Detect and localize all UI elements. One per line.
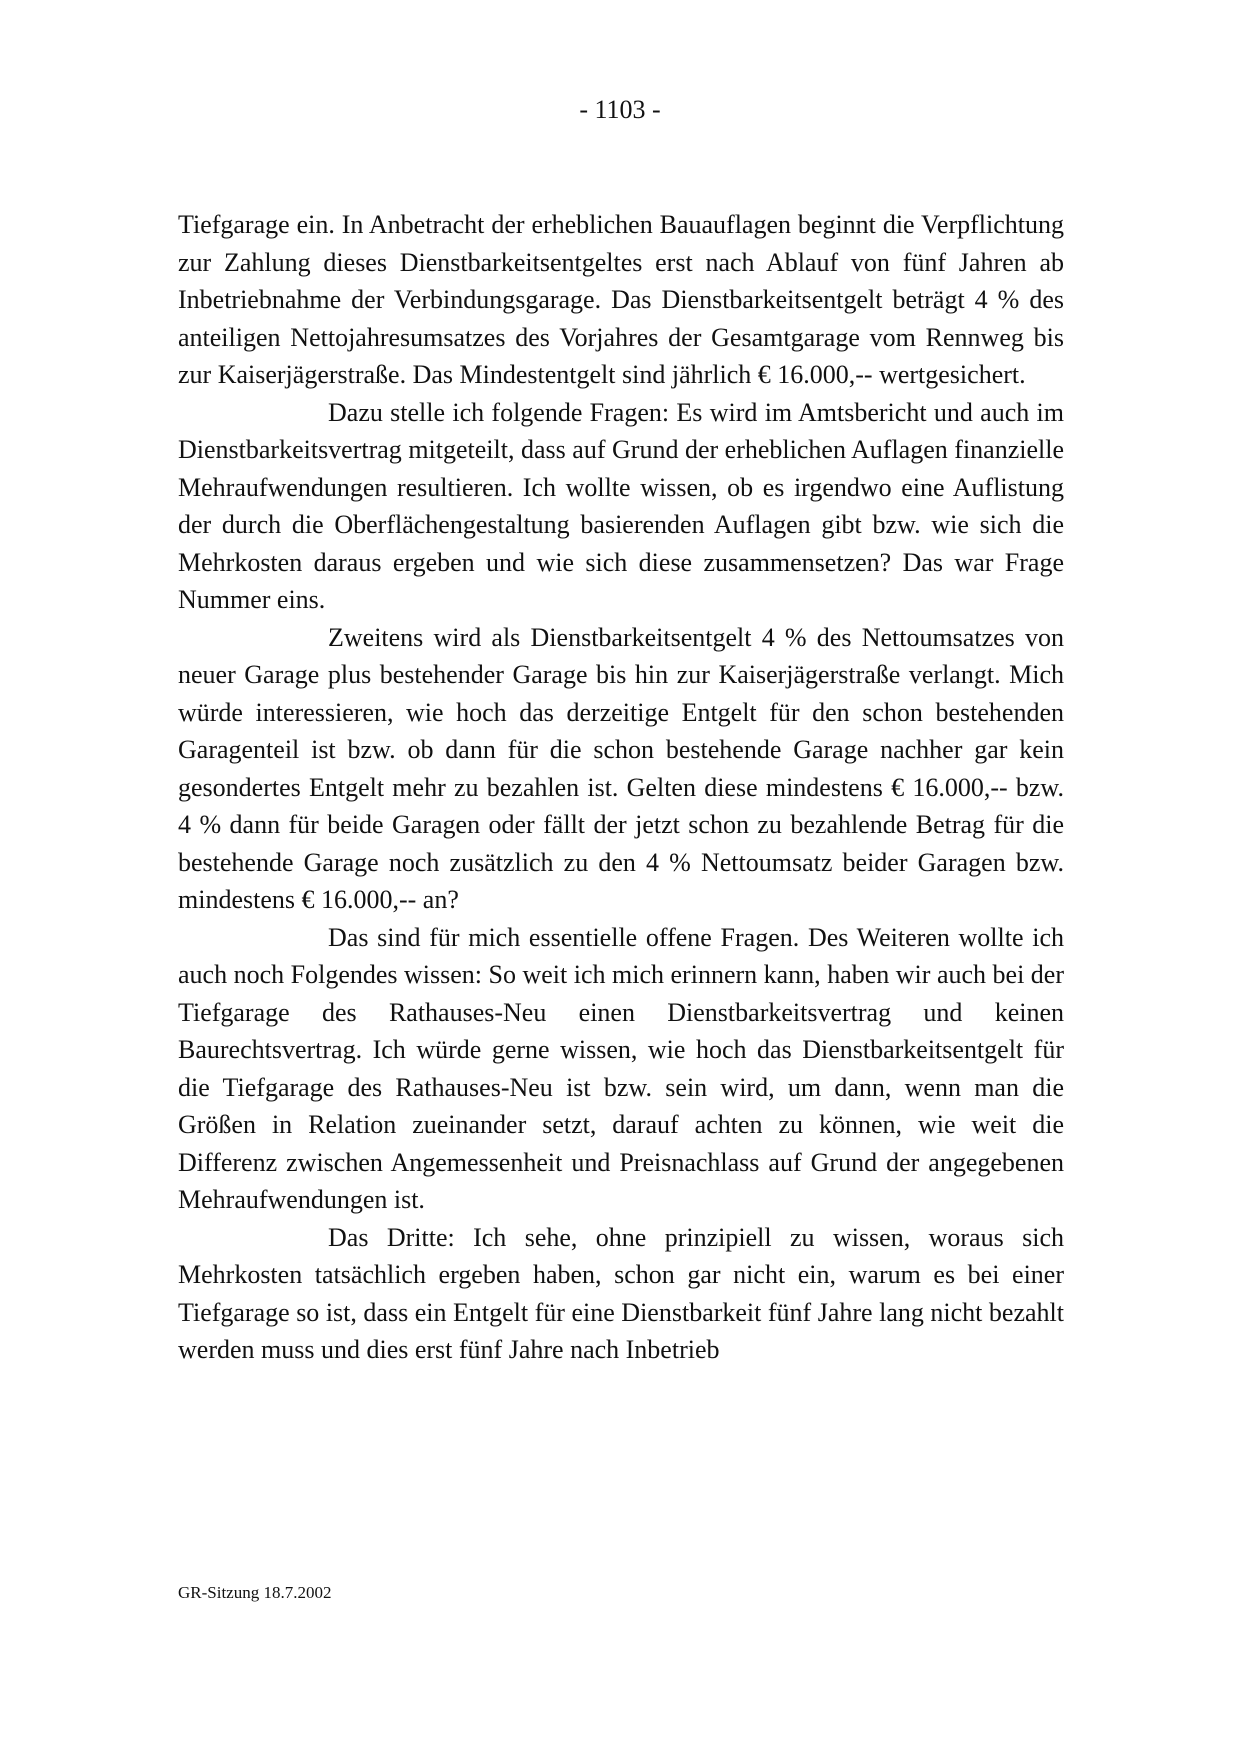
document-body xyxy=(178,206,1064,1369)
page-footer: GR-Sitzung 18.7.2002 xyxy=(178,1583,332,1602)
paragraph-2: Dazu stelle ich folgende Fragen: Es wird im Amtsbericht und auch im Dienstbarkeitsvertrag mitgeteilt, dass auf Grund der erheblichen Auflagen finanzielle Mehraufwendungen resultieren. Ich wollte wissen, ob es irgendwo eine Auflistung der durch die Oberflächengestaltung basierenden Auflagen gibt bzw. wie sich die Mehrkosten daraus ergeben und wie sich diese zusammensetzen? Das war Frage Nummer eins. xyxy=(178,397,1064,614)
paragraph-3: Zweitens wird als Dienstbarkeitsentgelt 4 % des Nettoumsatzes von neuer Garage plus bestehender Garage bis hin zur Kaiserjägerstraße verlangt. Mich würde interessieren, wie hoch das derzeitige Entgelt für den schon bestehenden Garagenteil ist bzw. ob dann für die schon bestehende Garage nachher gar kein gesondertes Entgelt mehr zu bezahlen ist. Gelten diese mindestens € 16.000,-- bzw. 4 % dann für beide Garagen oder fällt der jetzt schon zu bezahlende Betrag für die bestehende Garage noch zusätzlich zu den 4 % Nettoumsatz beider Garagen bzw. mindestens € 16.000,-- an? xyxy=(178,622,1064,914)
paragraph-1: Tiefgarage ein. In Anbetracht der erheblichen Bauauflagen beginnt die Verpflichtung zur Zahlung dieses Dienstbarkeitsentgeltes erst nach Ablauf von fünf Jahren ab Inbetriebnahme der Verbindungsgarage. Das Dienstbarkeitsentgelt beträgt 4 % des anteiligen Nettojahresumsatzes des Vorjahres der Gesamtgarage vom Rennweg bis zur Kaiserjägerstraße. Das Mindestentgelt sind jährlich € 16.000,-- wertgesichert. xyxy=(178,210,1064,389)
paragraph-4: Das sind für mich essentielle offene Fragen. Des Weiteren wollte ich auch noch Folgendes wissen: So weit ich mich erinnern kann, haben wir auch bei der Tiefgarage des Rathauses-Neu einen Dienstbarkeitsvertrag und keinen Baurechtsvertrag. Ich würde gerne wissen, wie hoch das Dienstbarkeitsentgelt für die Tiefgarage des Rathauses-Neu ist bzw. sein wird, um dann, wenn man die Größen in Relation zueinander setzt, darauf achten zu können, wie weit die Differenz zwischen Angemessenheit und Preisnachlass auf Grund der angegebenen Mehraufwendungen ist. xyxy=(178,922,1064,1214)
paragraph-5: Das Dritte: Ich sehe, ohne prinzipiell zu wissen, woraus sich Mehrkosten tatsächlich ergeben haben, schon gar nicht ein, warum es bei einer Tiefgarage so ist, dass ein Entgelt für eine Dienstbarkeit fünf Jahre lang nicht bezahlt werden muss und dies erst fünf Jahre nach Inbetrieb xyxy=(178,1222,1064,1364)
page-number: - 1103 - xyxy=(579,95,661,124)
